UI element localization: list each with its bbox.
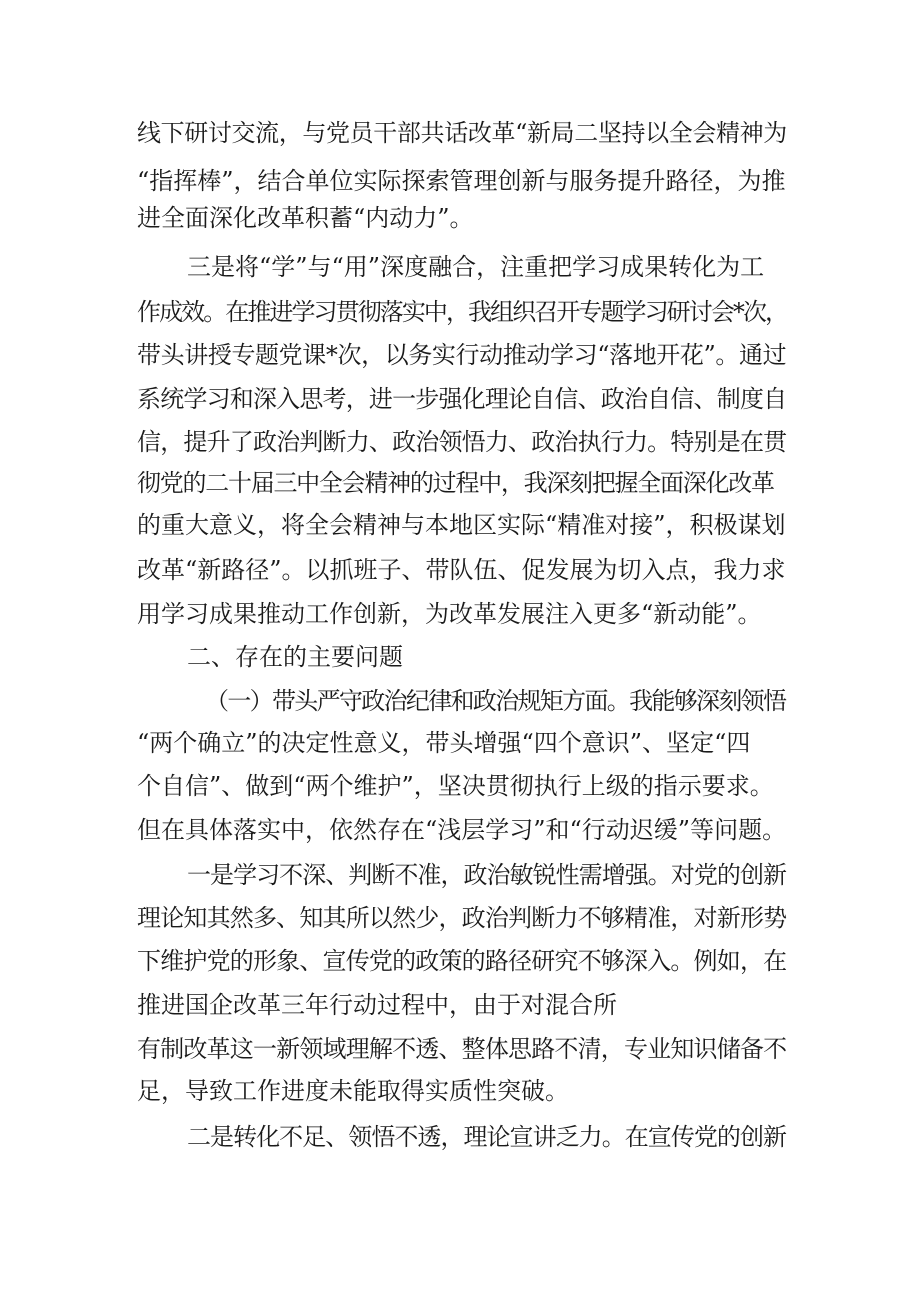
paragraph-line: 带头讲授专题党课*次，以务实行动推动学习“落地开花”。通过 xyxy=(137,341,787,369)
paragraph-line: 用学习成果推动工作创新，为改革发展注入更多“新动能”。 xyxy=(137,600,762,628)
paragraph-line: 但在具体落实中，依然存在“浅层学习”和“行动迟缓”等问题。 xyxy=(137,816,787,844)
paragraph-line: 三是将“学”与“用”深度融合，注重把学习成果转化为工 xyxy=(187,253,765,281)
paragraph-line: “两个确立”的决定性意义，带头增强“四个意识”、坚定“四 xyxy=(137,729,751,757)
paragraph-line: 二是转化不足、领悟不透，理论宣讲乏力。在宣传党的创新 xyxy=(187,1123,787,1151)
paragraph-line: 足，导致工作进度未能取得实质性突破。 xyxy=(137,1077,569,1105)
paragraph-line: （一）带头严守政治纪律和政治规矩方面。我能够深刻领悟 xyxy=(205,687,786,715)
paragraph-line: 作成效。在推进学习贯彻落实中，我组织召开专题学习研讨会*次， xyxy=(137,298,788,326)
section-heading: 二、存在的主要问题 xyxy=(187,643,403,671)
paragraph-line: 的重大意义，将全会精神与本地区实际“精准对接”，积极谋划 xyxy=(137,511,786,539)
paragraph-line: 下维护党的形象、宣传党的政策的路径研究不够深入。例如，在 xyxy=(137,947,787,975)
paragraph-line: 彻党的二十届三中全会精神的过程中，我深刻把握全面深化改革 xyxy=(137,469,774,497)
paragraph-line: 进全面深化改革积蓄“内动力”。 xyxy=(137,204,474,232)
paragraph-line: 线下研讨交流，与党员干部共话改革“新局二坚持以全会精神为 xyxy=(137,119,787,147)
paragraph-line: 信，提升了政治判断力、政治领悟力、政治执行力。特别是在贯 xyxy=(137,428,787,456)
paragraph-line: 个自信”、做到“两个维护”，坚决贯彻执行上级的指示要求。 xyxy=(137,772,774,800)
paragraph-line: “指挥棒”，结合单位实际探索管理创新与服务提升路径，为推 xyxy=(137,167,786,195)
paragraph-line: 系统学习和深入思考，进一步强化理论自信、政治自信、制度自 xyxy=(137,385,787,413)
paragraph-line: 改革“新路径”。以抓班子、带队伍、促发展为切入点，我力求 xyxy=(137,556,786,584)
paragraph-line: 理论知其然多、知其所以然少，政治判断力不够精准，对新形势 xyxy=(137,904,787,932)
paragraph-line: 一是学习不深、判断不准，政治敏锐性需增强。对党的创新 xyxy=(187,861,787,889)
paragraph-line: 推进国企改革三年行动过程中，由于对混合所 xyxy=(137,991,617,1019)
paragraph-line: 有制改革这一新领域理解不透、整体思路不清，专业知识储备不 xyxy=(137,1035,787,1063)
